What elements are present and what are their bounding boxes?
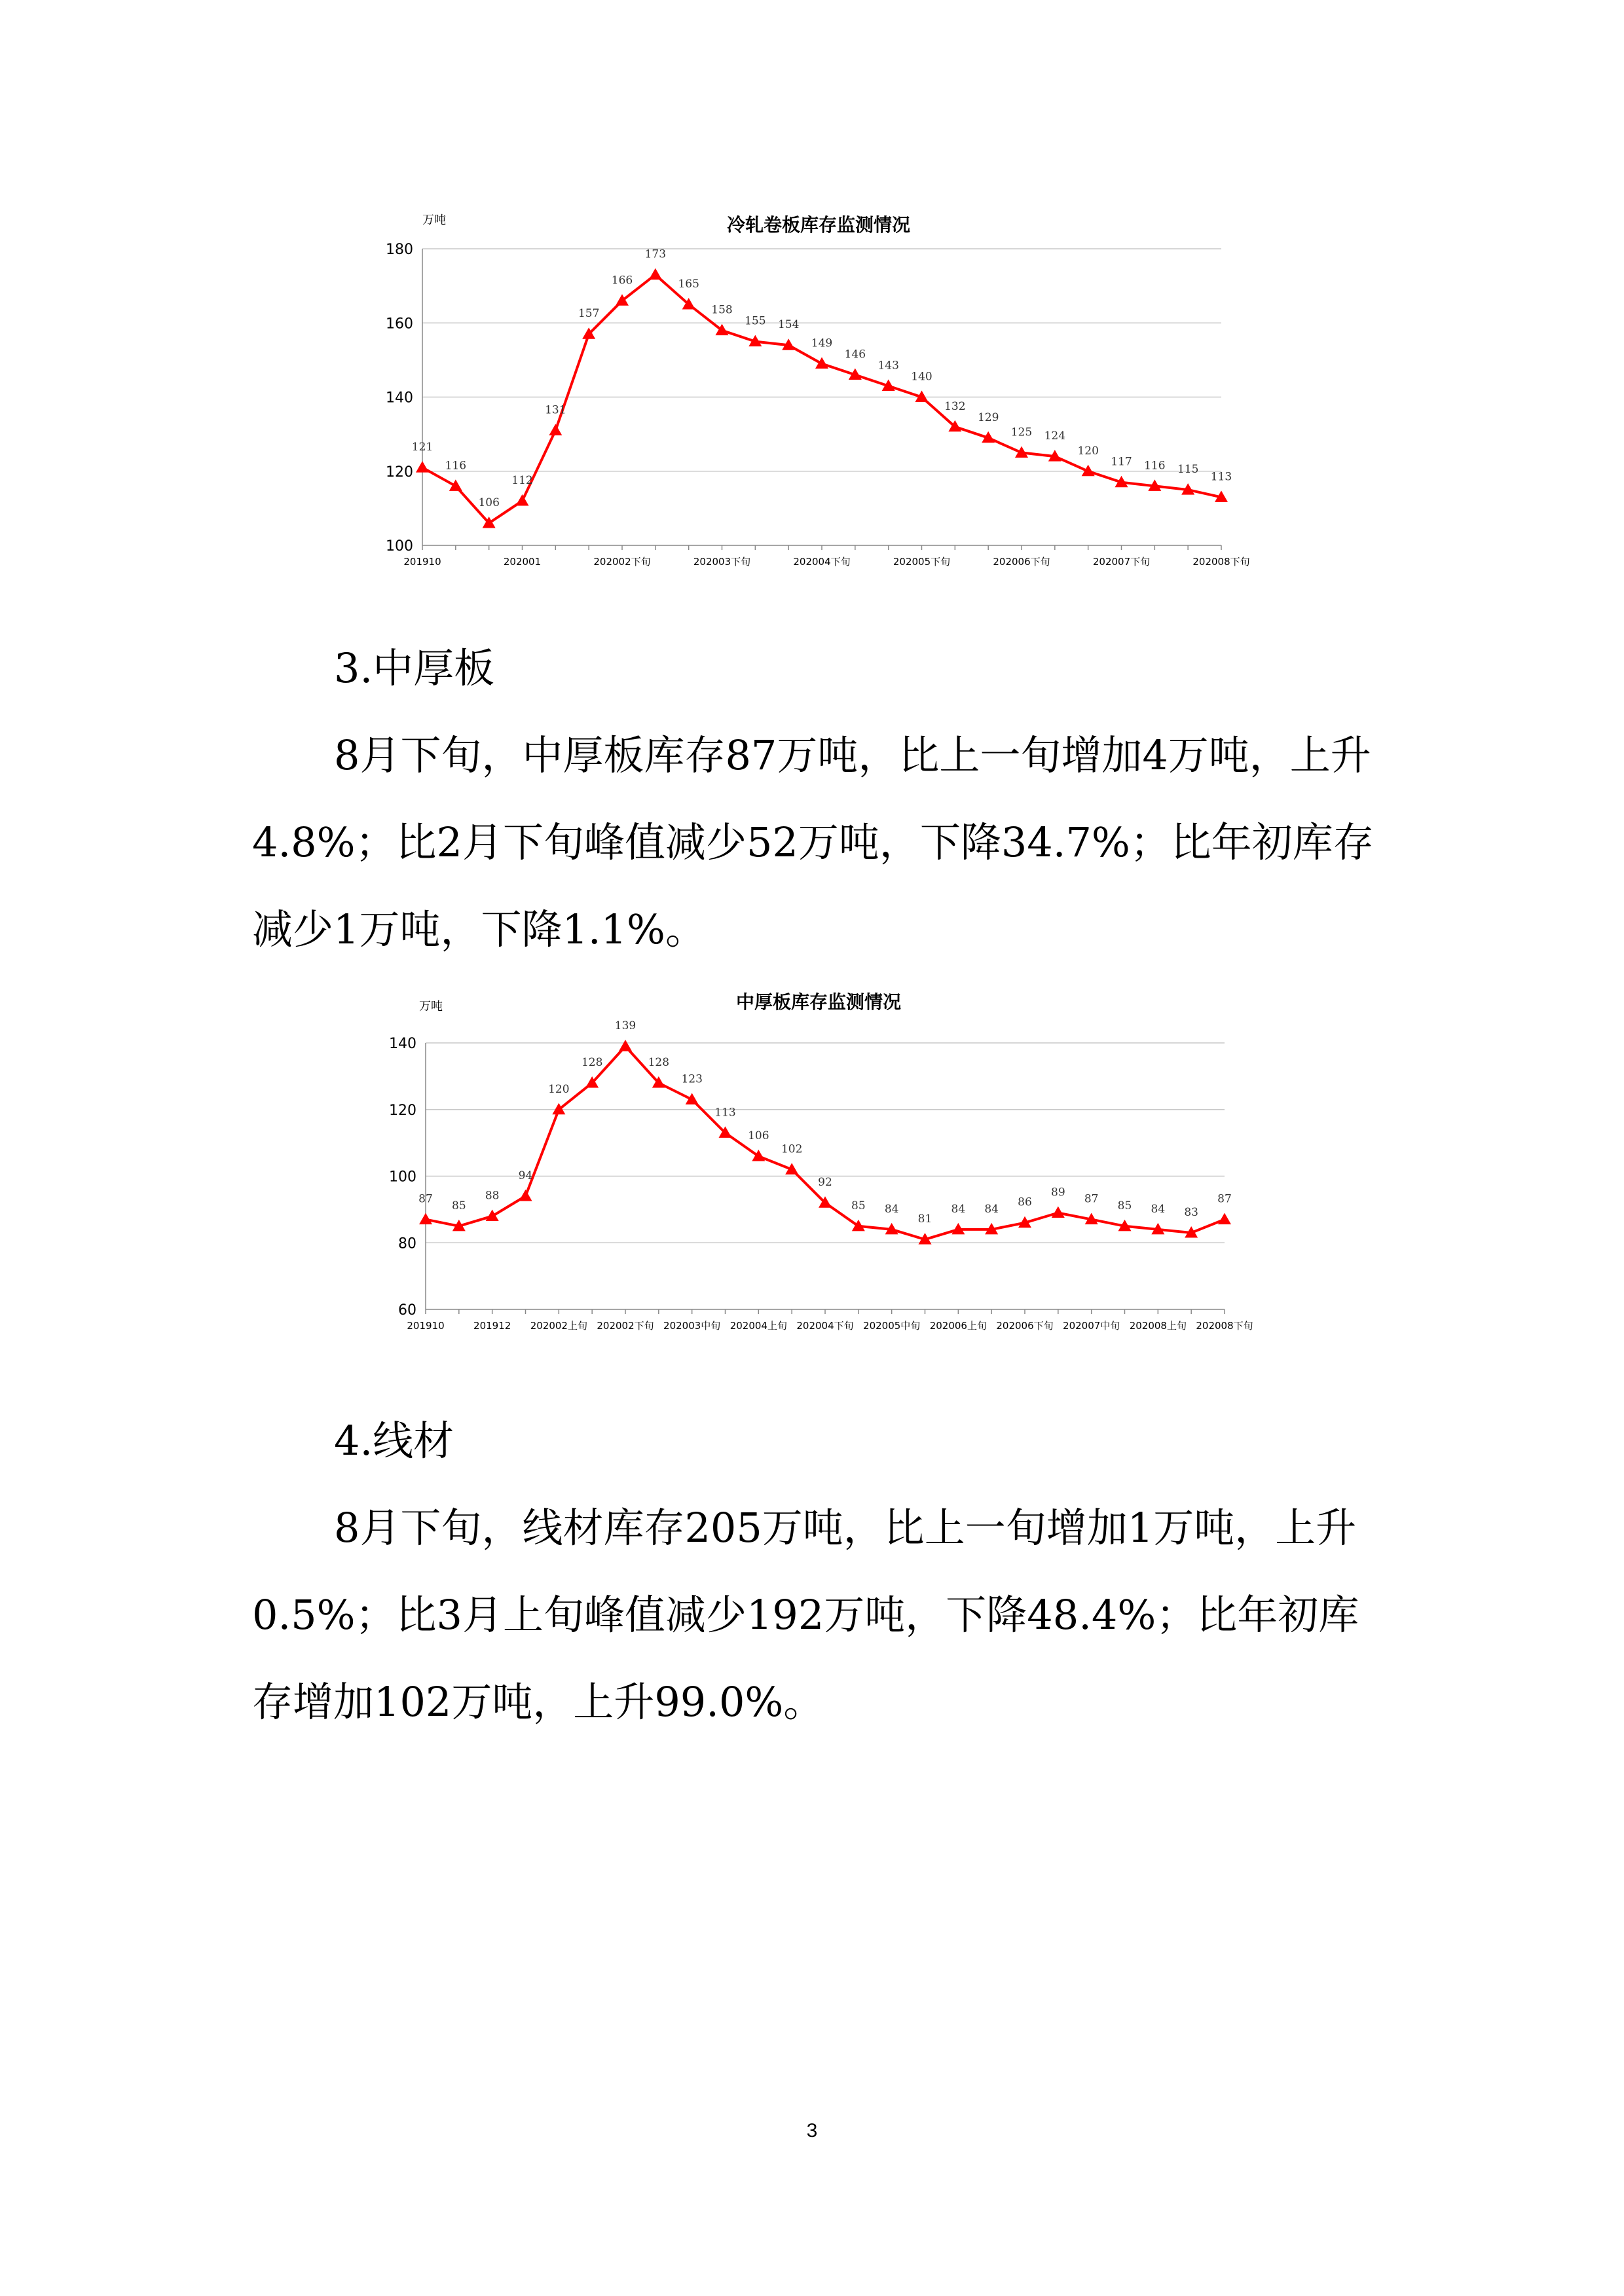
data-label: 143 bbox=[877, 359, 899, 373]
y-unit-label: 万吨 bbox=[422, 213, 446, 227]
x-tick-label: 201912 bbox=[473, 1320, 511, 1332]
data-label: 132 bbox=[944, 399, 966, 413]
data-label: 106 bbox=[748, 1129, 769, 1142]
data-label: 85 bbox=[452, 1199, 466, 1212]
y-tick-label: 160 bbox=[386, 316, 413, 333]
section-3-heading: 3.中厚板 bbox=[334, 644, 495, 692]
data-point-marker bbox=[449, 479, 462, 491]
data-label: 131 bbox=[545, 403, 566, 417]
data-label: 117 bbox=[1111, 455, 1132, 469]
data-label: 81 bbox=[917, 1212, 932, 1226]
y-tick-label: 120 bbox=[386, 464, 413, 481]
chart-title: 中厚板库存监测情况 bbox=[735, 991, 902, 1013]
series-line bbox=[426, 1046, 1225, 1239]
x-tick-label: 202002上旬 bbox=[530, 1320, 587, 1332]
data-label: 116 bbox=[445, 459, 467, 473]
data-label: 121 bbox=[411, 441, 434, 454]
data-label: 113 bbox=[714, 1106, 736, 1120]
chart-title: 冷轧卷板库存监测情况 bbox=[726, 214, 911, 236]
data-label: 83 bbox=[1184, 1205, 1198, 1219]
x-tick-label: 202008上旬 bbox=[1129, 1320, 1187, 1332]
x-tick-label: 201910 bbox=[403, 556, 441, 568]
data-label: 139 bbox=[614, 1019, 637, 1033]
data-point-marker bbox=[419, 1213, 432, 1225]
data-point-marker bbox=[516, 494, 529, 506]
data-label: 120 bbox=[548, 1082, 570, 1096]
data-point-marker bbox=[486, 1210, 499, 1222]
data-label: 84 bbox=[951, 1202, 966, 1216]
x-tick-label: 202007中旬 bbox=[1063, 1320, 1120, 1332]
data-point-marker bbox=[686, 1093, 699, 1104]
data-label: 84 bbox=[984, 1202, 999, 1216]
x-tick-label: 202002下旬 bbox=[597, 1320, 654, 1332]
x-tick-label: 202001 bbox=[503, 556, 542, 568]
data-label: 84 bbox=[884, 1202, 899, 1216]
data-label: 125 bbox=[1010, 426, 1033, 439]
data-point-marker bbox=[519, 1190, 532, 1201]
data-label: 155 bbox=[745, 314, 766, 328]
data-label: 173 bbox=[644, 247, 667, 261]
data-label: 116 bbox=[1144, 459, 1166, 473]
data-label: 112 bbox=[511, 474, 533, 488]
data-label: 87 bbox=[1084, 1192, 1099, 1206]
x-tick-label: 202006下旬 bbox=[993, 556, 1050, 568]
y-unit-label: 万吨 bbox=[419, 1000, 443, 1013]
data-label: 157 bbox=[578, 307, 600, 321]
data-label: 146 bbox=[844, 348, 866, 361]
data-label: 120 bbox=[1077, 444, 1099, 458]
section-4-paragraph: 8月下旬，线材库存205万吨，比上一旬增加1万吨，上升0.5%；比3月上旬峰值减少192万吨，下降48.4%；比年初库存增加102万吨，上升99.0%。 bbox=[252, 1504, 1359, 1726]
data-label: 87 bbox=[418, 1192, 433, 1206]
x-tick-label: 202002下旬 bbox=[593, 556, 651, 568]
y-tick-label: 100 bbox=[386, 538, 413, 555]
series-line bbox=[422, 275, 1221, 523]
data-label: 86 bbox=[1018, 1195, 1032, 1209]
data-label: 92 bbox=[818, 1176, 832, 1190]
data-label: 123 bbox=[681, 1072, 703, 1086]
x-tick-label: 202003中旬 bbox=[663, 1320, 721, 1332]
data-label: 124 bbox=[1044, 429, 1066, 443]
data-point-marker bbox=[416, 461, 429, 473]
data-point-marker bbox=[549, 424, 562, 435]
x-tick-label: 202004下旬 bbox=[796, 1320, 854, 1332]
data-label: 129 bbox=[977, 410, 999, 424]
data-point-marker bbox=[815, 357, 828, 369]
chart-svg bbox=[367, 985, 1270, 1342]
data-point-marker bbox=[619, 1040, 632, 1051]
y-tick-label: 80 bbox=[398, 1235, 416, 1252]
data-point-marker bbox=[649, 268, 662, 280]
data-label: 158 bbox=[711, 303, 733, 317]
y-tick-label: 140 bbox=[389, 1036, 416, 1052]
data-label: 128 bbox=[648, 1056, 670, 1070]
x-tick-label: 202004上旬 bbox=[729, 1320, 787, 1332]
data-label: 85 bbox=[1117, 1199, 1132, 1212]
x-tick-label: 202006下旬 bbox=[996, 1320, 1054, 1332]
section-3-paragraph: 8月下旬，中厚板库存87万吨，比上一旬增加4万吨，上升4.8%；比2月下旬峰值减少52万吨，下降34.7%；比年初库存减少1万吨，下降1.1%。 bbox=[252, 731, 1374, 953]
data-label: 166 bbox=[611, 274, 633, 287]
y-tick-label: 100 bbox=[389, 1169, 416, 1186]
data-point-marker bbox=[1052, 1206, 1065, 1218]
y-tick-label: 180 bbox=[386, 242, 413, 258]
page-number: 3 bbox=[806, 2120, 818, 2141]
data-label: 115 bbox=[1177, 463, 1199, 477]
y-tick-label: 60 bbox=[398, 1302, 416, 1319]
x-tick-label: 202003下旬 bbox=[693, 556, 751, 568]
x-tick-label: 202008下旬 bbox=[1192, 556, 1250, 568]
section-4-heading: 4.线材 bbox=[334, 1417, 454, 1465]
x-tick-label: 201910 bbox=[407, 1320, 445, 1332]
cold-rolled-coil-inventory-chart bbox=[367, 206, 1270, 579]
data-point-marker bbox=[1218, 1213, 1231, 1225]
data-label: 102 bbox=[781, 1142, 803, 1156]
y-tick-label: 140 bbox=[386, 390, 413, 407]
x-tick-label: 202008下旬 bbox=[1196, 1320, 1253, 1332]
y-tick-label: 120 bbox=[389, 1102, 416, 1119]
medium-heavy-plate-inventory-chart bbox=[367, 985, 1270, 1342]
x-tick-label: 202005下旬 bbox=[893, 556, 951, 568]
data-label: 87 bbox=[1217, 1192, 1232, 1206]
data-label: 165 bbox=[678, 277, 699, 291]
data-label: 154 bbox=[777, 318, 800, 332]
x-tick-label: 202006上旬 bbox=[929, 1320, 987, 1332]
data-point-marker bbox=[752, 1150, 765, 1161]
x-tick-label: 202004下旬 bbox=[793, 556, 851, 568]
data-label: 85 bbox=[851, 1199, 866, 1212]
data-label: 106 bbox=[478, 496, 500, 510]
data-label: 88 bbox=[485, 1189, 500, 1203]
data-label: 149 bbox=[811, 337, 833, 350]
data-label: 128 bbox=[581, 1056, 603, 1070]
data-label: 84 bbox=[1151, 1202, 1166, 1216]
data-label: 94 bbox=[518, 1169, 533, 1183]
x-tick-label: 202007下旬 bbox=[1092, 556, 1151, 568]
data-label: 113 bbox=[1210, 470, 1232, 484]
chart-svg bbox=[367, 206, 1270, 579]
x-tick-label: 202005中旬 bbox=[863, 1320, 921, 1332]
data-label: 140 bbox=[911, 370, 932, 384]
data-label: 89 bbox=[1051, 1186, 1065, 1199]
